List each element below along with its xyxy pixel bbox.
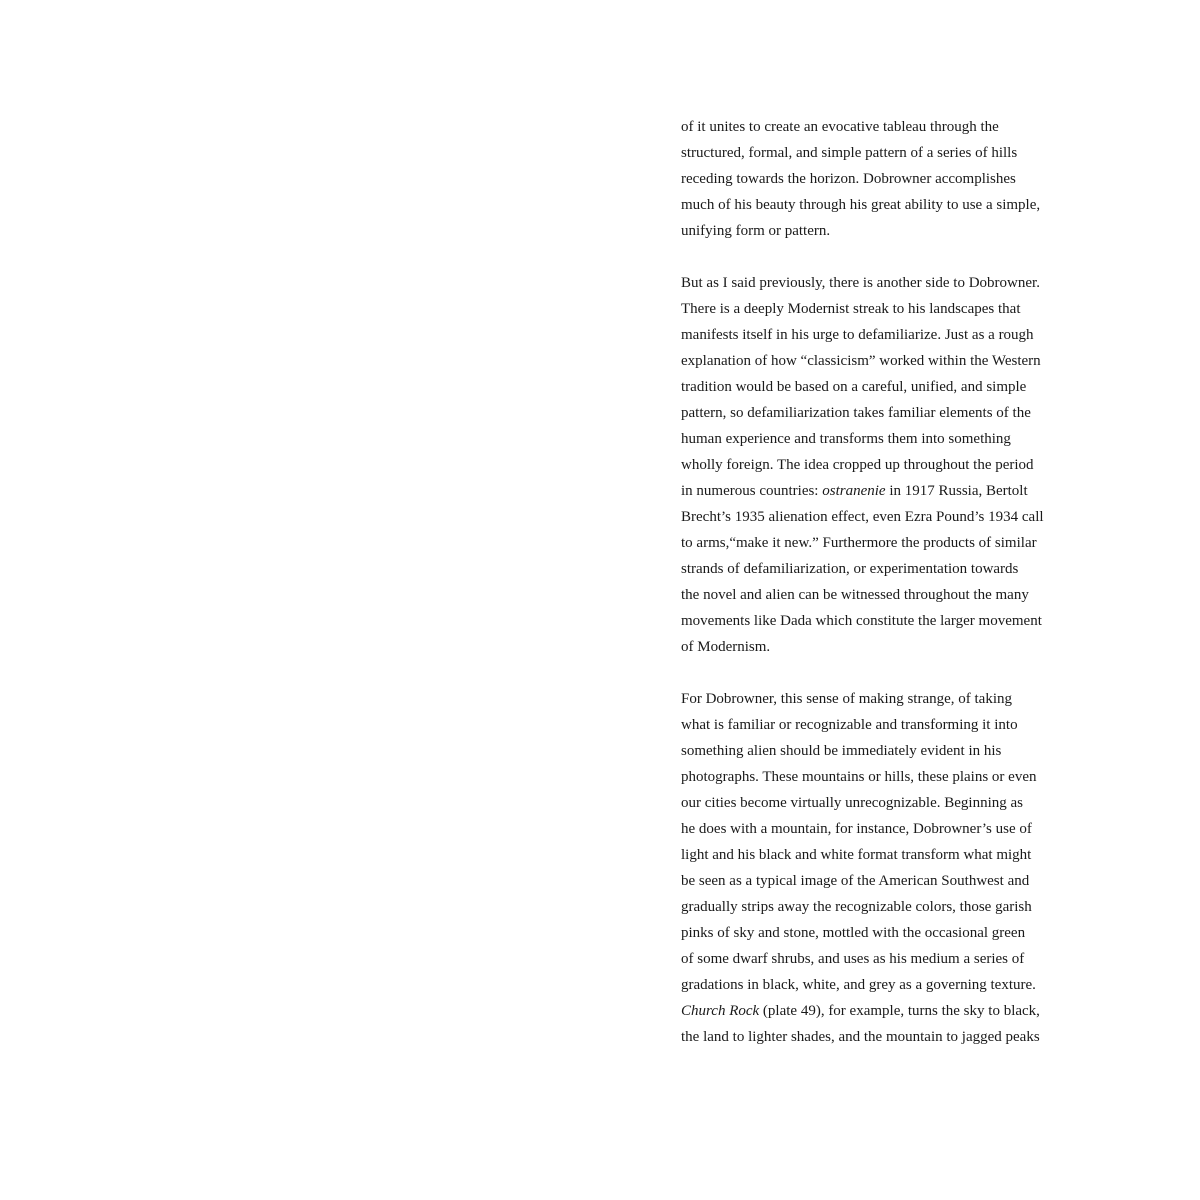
text-line: But as I said previously, there is another side to Dobrowner. [681,275,1040,291]
text-line: Church Rock (plate 49), for example, turns the sky to black, [681,1003,1040,1019]
text-line: wholly foreign. The idea cropped up throughout the period [681,457,1034,473]
italic-title-church-rock: Church Rock [681,1003,760,1019]
italic-term-ostranenie: ostranenie [822,483,886,499]
text-line: explanation of how “classicism” worked within the Western [681,353,1041,369]
text-line: unifying form or pattern. [681,223,831,239]
text-line: strands of defamiliarization, or experimentation towards [681,561,1019,577]
text-line: movements like Dada which constitute the larger movement [681,613,1042,629]
text-line: much of his beauty through his great ability to use a simple, [681,197,1041,213]
text-line: pattern, so defamiliarization takes familiar elements of the [681,405,1031,421]
text-line: be seen as a typical image of the American Southwest and [681,873,1030,889]
paragraph-2 [681,270,1061,660]
text-line: of it unites to create an evocative tableau through the [681,119,999,135]
text-line: of some dwarf shrubs, and uses as his medium a series of [681,951,1025,967]
text-line: tradition would be based on a careful, unified, and simple [681,379,1027,395]
text-line: he does with a mountain, for instance, Dobrowner’s use of [681,821,1032,837]
text-line: to arms,“make it new.” Furthermore the products of similar [681,535,1037,551]
text-line: pinks of sky and stone, mottled with the occasional green [681,925,1026,941]
paragraph-3 [681,686,1061,1050]
text-line: what is familiar or recognizable and transforming it into [681,717,1018,733]
text-line: There is a deeply Modernist streak to his landscapes that [681,301,1021,317]
text-line: manifests itself in his urge to defamiliarize. Just as a rough [681,327,1034,343]
text-line: light and his black and white format transform what might [681,847,1032,863]
text-line: something alien should be immediately evident in his [681,743,1002,759]
paragraph-1 [681,114,1061,244]
text-line: in numerous countries: ostranenie in 1917 Russia, Bertolt [681,483,1028,499]
text-line: the land to lighter shades, and the mountain to jagged peaks [681,1029,1040,1045]
text-line: For Dobrowner, this sense of making strange, of taking [681,691,1013,707]
text-line: gradually strips away the recognizable colors, those garish [681,899,1032,915]
text-line: gradations in black, white, and grey as a governing texture. [681,977,1036,993]
text-line: receding towards the horizon. Dobrowner accomplishes [681,171,1016,187]
text-line: the novel and alien can be witnessed throughout the many [681,587,1029,603]
text-line: photographs. These mountains or hills, these plains or even [681,769,1037,785]
text-line: of Modernism. [681,639,771,655]
text-line: our cities become virtually unrecognizable. Beginning as [681,795,1023,811]
text-line: structured, formal, and simple pattern of a series of hills [681,145,1018,161]
text-line: Brecht’s 1935 alienation effect, even Ezra Pound’s 1934 call [681,509,1044,525]
text-line: human experience and transforms them into something [681,431,1011,447]
body-text-column [681,114,1061,1050]
